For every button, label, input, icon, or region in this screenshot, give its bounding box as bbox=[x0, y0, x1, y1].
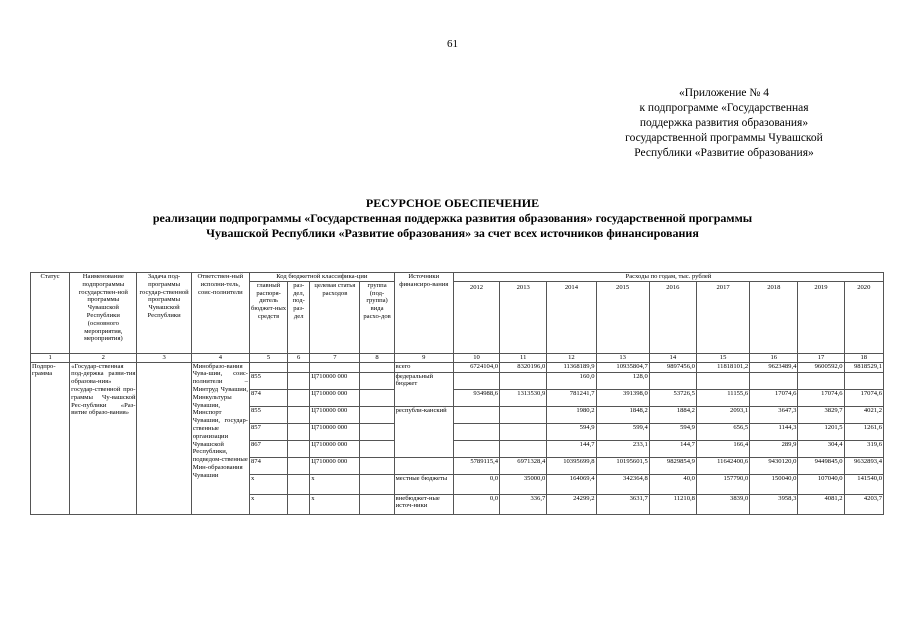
value-cell bbox=[798, 372, 844, 389]
value-cell: 107040,0 bbox=[798, 474, 844, 494]
code-group-cell bbox=[360, 406, 394, 423]
column-number: 12 bbox=[547, 353, 596, 362]
code-main-cell: 874 bbox=[249, 389, 287, 406]
source-cell: республи-канский bbox=[394, 406, 453, 457]
table-row bbox=[31, 362, 884, 372]
header-responsible: Ответствен-ный исполни-тель, соис-полнители bbox=[191, 273, 249, 354]
value-cell: 9623489,4 bbox=[750, 362, 798, 372]
header-year: 2016 bbox=[649, 281, 696, 353]
value-cell: 17074,6 bbox=[750, 389, 798, 406]
value-cell bbox=[500, 440, 547, 457]
value-cell: 4203,7 bbox=[844, 494, 883, 514]
code-section-cell bbox=[288, 457, 310, 474]
header-sources: Источники финансиро-вания bbox=[394, 273, 453, 354]
value-cell bbox=[500, 372, 547, 389]
code-article-cell: Ц710000 000 bbox=[310, 406, 360, 423]
title-line: реализации подпрограммы «Государственная поддержка развития образования» государственной программы bbox=[152, 211, 753, 225]
column-number: 17 bbox=[798, 353, 844, 362]
value-cell: 160,0 bbox=[547, 372, 596, 389]
header-year: 2015 bbox=[596, 281, 649, 353]
value-cell: 1144,3 bbox=[750, 423, 798, 440]
column-number: 8 bbox=[360, 353, 394, 362]
value-cell: 144,7 bbox=[547, 440, 596, 457]
value-cell: 599,4 bbox=[596, 423, 649, 440]
value-cell: 1884,2 bbox=[649, 406, 696, 423]
value-cell: 3829,7 bbox=[798, 406, 844, 423]
value-cell: 144,7 bbox=[649, 440, 696, 457]
code-group-cell bbox=[360, 474, 394, 494]
header-year: 2019 bbox=[798, 281, 844, 353]
code-group-cell bbox=[360, 440, 394, 457]
header-year: 2017 bbox=[696, 281, 749, 353]
header-year: 2012 bbox=[453, 281, 499, 353]
code-section-cell bbox=[288, 362, 310, 372]
value-cell: 9600592,0 bbox=[798, 362, 844, 372]
appendix-line: «Приложение № 4 bbox=[679, 87, 769, 99]
code-group-cell bbox=[360, 423, 394, 440]
value-cell: 9632893,4 bbox=[844, 457, 883, 474]
value-cell: 17074,6 bbox=[798, 389, 844, 406]
code-section-cell bbox=[288, 494, 310, 514]
code-section-cell bbox=[288, 440, 310, 457]
appendix-line: государственной программы Чувашской bbox=[625, 132, 823, 144]
responsible-cell: Минобразо-вания Чува-шии, соис-полнители – Минтруд Чувашии, Минкультуры Чувашии, Минспорт Чувашии, государ-ственные организации Чувашской Республики, подведом-ственные Мин-образования Чувашии bbox=[191, 362, 249, 514]
code-section-cell bbox=[288, 406, 310, 423]
code-article-cell: х bbox=[310, 474, 360, 494]
code-main-cell bbox=[249, 362, 287, 372]
value-cell bbox=[649, 372, 696, 389]
value-cell: 11155,6 bbox=[696, 389, 749, 406]
document-title bbox=[0, 196, 905, 241]
column-number: 9 bbox=[394, 353, 453, 362]
value-cell: 656,5 bbox=[696, 423, 749, 440]
code-main-cell: х bbox=[249, 494, 287, 514]
task-cell bbox=[137, 362, 191, 514]
value-cell: 11210,8 bbox=[649, 494, 696, 514]
value-cell: 53726,5 bbox=[649, 389, 696, 406]
header-years-group: Расходы по годам, тыс. рублей bbox=[453, 273, 883, 282]
code-main-cell: х bbox=[249, 474, 287, 494]
value-cell: 594,9 bbox=[547, 423, 596, 440]
value-cell: 2093,1 bbox=[696, 406, 749, 423]
code-main-cell: 855 bbox=[249, 406, 287, 423]
appendix-note bbox=[600, 86, 848, 161]
code-group-cell bbox=[360, 389, 394, 406]
value-cell bbox=[500, 406, 547, 423]
code-section-cell bbox=[288, 389, 310, 406]
header-year: 2020 bbox=[844, 281, 883, 353]
code-article-cell: х bbox=[310, 494, 360, 514]
column-number: 15 bbox=[696, 353, 749, 362]
header-task: Задача под-программы государ-ственной программы Чувашской Республики bbox=[137, 273, 191, 354]
header-code-group-type: группа (под-группа) вида расхо-дов bbox=[360, 281, 394, 353]
source-cell: всего bbox=[394, 362, 453, 372]
value-cell: 9829854,9 bbox=[649, 457, 696, 474]
column-number: 14 bbox=[649, 353, 696, 362]
column-number: 3 bbox=[137, 353, 191, 362]
header-year: 2018 bbox=[750, 281, 798, 353]
value-cell: 934988,6 bbox=[453, 389, 499, 406]
value-cell: 3647,3 bbox=[750, 406, 798, 423]
value-cell: 9818529,1 bbox=[844, 362, 883, 372]
appendix-line: к подпрограмме «Государственная bbox=[639, 102, 809, 114]
value-cell bbox=[453, 406, 499, 423]
value-cell: 1980,2 bbox=[547, 406, 596, 423]
value-cell: 11368189,9 bbox=[547, 362, 596, 372]
value-cell: 6971328,4 bbox=[500, 457, 547, 474]
code-section-cell bbox=[288, 474, 310, 494]
title-line: РЕСУРСНОЕ ОБЕСПЕЧЕНИЕ bbox=[365, 196, 540, 210]
header-year: 2013 bbox=[500, 281, 547, 353]
value-cell bbox=[453, 372, 499, 389]
value-cell: 289,9 bbox=[750, 440, 798, 457]
column-number: 6 bbox=[288, 353, 310, 362]
value-cell: 0,0 bbox=[453, 494, 499, 514]
source-cell bbox=[394, 457, 453, 474]
column-number: 4 bbox=[191, 353, 249, 362]
column-number: 5 bbox=[249, 353, 287, 362]
header-year: 2014 bbox=[547, 281, 596, 353]
value-cell: 319,6 bbox=[844, 440, 883, 457]
value-cell: 3631,7 bbox=[596, 494, 649, 514]
value-cell: 4081,2 bbox=[798, 494, 844, 514]
value-cell: 157790,0 bbox=[696, 474, 749, 494]
header-code-section: раз-дел, под-раз-дел bbox=[288, 281, 310, 353]
code-article-cell: Ц710000 000 bbox=[310, 372, 360, 389]
value-cell: 3958,3 bbox=[750, 494, 798, 514]
column-number-row bbox=[31, 353, 884, 362]
value-cell: 1261,6 bbox=[844, 423, 883, 440]
value-cell: 35000,0 bbox=[500, 474, 547, 494]
column-number: 13 bbox=[596, 353, 649, 362]
value-cell: 5789115,4 bbox=[453, 457, 499, 474]
value-cell bbox=[500, 423, 547, 440]
value-cell: 4021,2 bbox=[844, 406, 883, 423]
source-cell: местные бюджеты bbox=[394, 474, 453, 494]
value-cell: 10195601,5 bbox=[596, 457, 649, 474]
value-cell bbox=[453, 423, 499, 440]
value-cell: 1313530,9 bbox=[500, 389, 547, 406]
value-cell: 9430120,0 bbox=[750, 457, 798, 474]
column-number: 18 bbox=[844, 353, 883, 362]
value-cell: 9897456,0 bbox=[649, 362, 696, 372]
header-code-main: главный распоря-дитель бюджет-ных средств bbox=[249, 281, 287, 353]
code-article-cell: Ц710000 000 bbox=[310, 423, 360, 440]
value-cell: 164069,4 bbox=[547, 474, 596, 494]
value-cell: 0,0 bbox=[453, 474, 499, 494]
page-number: 61 bbox=[447, 38, 458, 50]
header-name: Наименование подпрограммы государствен-ной программы Чувашской Республики (основного мероприятия, мероприятия) bbox=[70, 273, 137, 354]
column-number: 11 bbox=[500, 353, 547, 362]
value-cell: 1201,5 bbox=[798, 423, 844, 440]
title-line: Чувашской Республики «Развитие образования» за счет всех источников финансирования bbox=[206, 226, 699, 240]
column-number: 7 bbox=[310, 353, 360, 362]
column-number: 2 bbox=[70, 353, 137, 362]
resource-table bbox=[30, 272, 884, 515]
value-cell: 150040,0 bbox=[750, 474, 798, 494]
code-group-cell bbox=[360, 457, 394, 474]
header-code-group: Код бюджетной классифика-ции bbox=[249, 273, 394, 282]
header-code-article: целевая статья расходов bbox=[310, 281, 360, 353]
value-cell bbox=[453, 440, 499, 457]
code-main-cell: 855 bbox=[249, 372, 287, 389]
value-cell: 10395699,8 bbox=[547, 457, 596, 474]
value-cell: 128,0 bbox=[596, 372, 649, 389]
value-cell: 17074,6 bbox=[844, 389, 883, 406]
header-status: Статус bbox=[31, 273, 70, 354]
value-cell: 336,7 bbox=[500, 494, 547, 514]
value-cell: 6724104,0 bbox=[453, 362, 499, 372]
value-cell: 11642400,6 bbox=[696, 457, 749, 474]
code-main-cell: 867 bbox=[249, 440, 287, 457]
column-number: 16 bbox=[750, 353, 798, 362]
value-cell: 594,9 bbox=[649, 423, 696, 440]
code-main-cell: 857 bbox=[249, 423, 287, 440]
code-section-cell bbox=[288, 423, 310, 440]
value-cell: 781241,7 bbox=[547, 389, 596, 406]
value-cell: 233,1 bbox=[596, 440, 649, 457]
column-number: 10 bbox=[453, 353, 499, 362]
source-cell: внебюджет-ные источ-ники bbox=[394, 494, 453, 514]
value-cell: 391398,0 bbox=[596, 389, 649, 406]
value-cell: 9449845,0 bbox=[798, 457, 844, 474]
value-cell: 24299,2 bbox=[547, 494, 596, 514]
code-group-cell bbox=[360, 494, 394, 514]
value-cell: 166,4 bbox=[696, 440, 749, 457]
value-cell bbox=[696, 372, 749, 389]
appendix-line: Республики «Развитие образования» bbox=[634, 147, 814, 159]
value-cell: 342364,8 bbox=[596, 474, 649, 494]
value-cell: 1848,2 bbox=[596, 406, 649, 423]
code-main-cell: 874 bbox=[249, 457, 287, 474]
value-cell: 8320196,0 bbox=[500, 362, 547, 372]
code-group-cell bbox=[360, 362, 394, 372]
value-cell: 141540,0 bbox=[844, 474, 883, 494]
value-cell: 304,4 bbox=[798, 440, 844, 457]
code-article-cell bbox=[310, 362, 360, 372]
program-name-cell: «Государ-ственная под-держка разви-тия образова-ния» государ-ственной про-граммы Чу-вашской Рес-публики «Раз-витие образо-вания» bbox=[70, 362, 137, 514]
value-cell bbox=[750, 372, 798, 389]
value-cell: 10935804,7 bbox=[596, 362, 649, 372]
header-row bbox=[31, 273, 884, 282]
value-cell: 40,0 bbox=[649, 474, 696, 494]
value-cell: 3839,0 bbox=[696, 494, 749, 514]
code-article-cell: Ц710000 000 bbox=[310, 457, 360, 474]
code-article-cell: Ц710000 000 bbox=[310, 389, 360, 406]
code-article-cell: Ц710000 000 bbox=[310, 440, 360, 457]
source-cell: федеральный бюджет bbox=[394, 372, 453, 406]
value-cell: 11818101,2 bbox=[696, 362, 749, 372]
code-group-cell bbox=[360, 372, 394, 389]
status-cell: Подпро-грамма bbox=[31, 362, 70, 514]
appendix-line: поддержка развития образования» bbox=[639, 117, 809, 129]
code-section-cell bbox=[288, 372, 310, 389]
column-number: 1 bbox=[31, 353, 70, 362]
value-cell bbox=[844, 372, 883, 389]
